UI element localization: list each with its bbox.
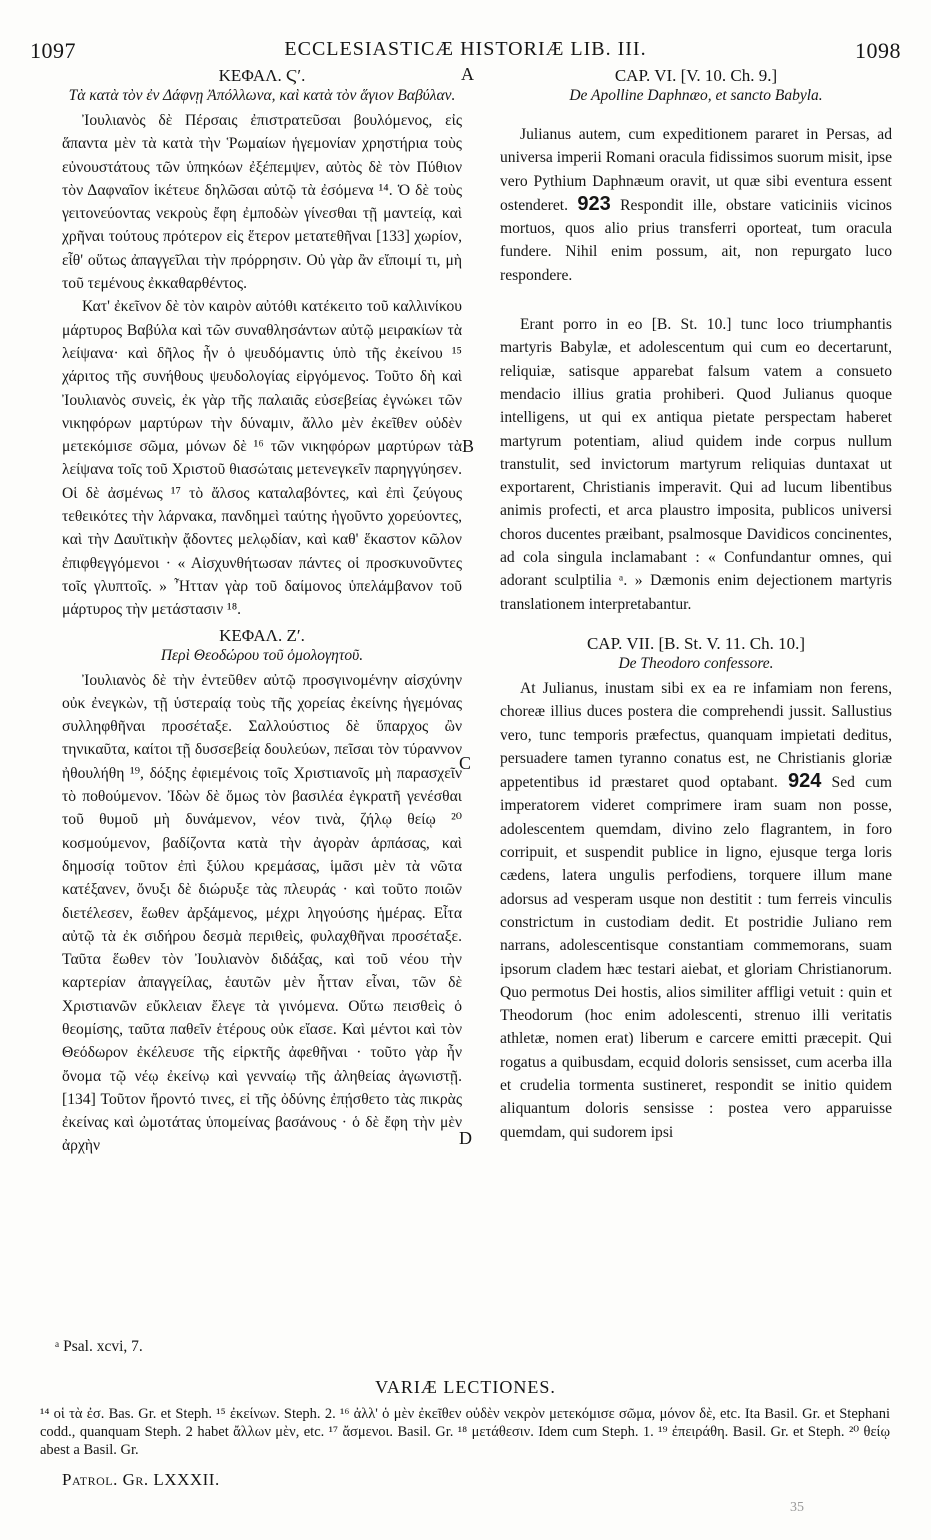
latin-paragraph-1-b: Respondit ille, obstare vaticiniis vicinos mortuos, quos alio prius transferri oporteat, tum oracula fundere. Nihil enim possum, ait, non repurgato luco respondere. <box>500 196 892 284</box>
variae-lectiones-text: ¹⁴ οἱ τὰ ἐσ. Bas. Gr. et Steph. ¹⁵ ἐκείνων. Steph. 2. ¹⁶ ἀλλ' ὁ μὲν ἐκεῖθεν οὐδὲν νεκρὸν μετεκόμισε σῶμα, μόνον δὲ, etc. Ita Basil. Gr. et Stephani codd., quanquam Steph. 2 habet ἄλλων μὲν, etc. ¹⁷ ἄσμενοι. Basil. Gr. ¹⁸ μετάθεσιν. Idem cum Steph. 1. ¹⁹ ἐπειράθη. Basil. Gr. et Steph. ²⁰ θείῳ abest a Basil. Gr. <box>40 1406 890 1458</box>
variae-lectiones-title: VARIÆ LECTIONES. <box>375 1377 556 1397</box>
latin-chapter-6-subtitle: De Apolline Daphnæo, et sancto Babyla. <box>569 87 823 104</box>
latin-paragraph-2: Erant porro in eo [B. St. 10.] tunc loco triumphantis martyris Babylæ, et adolescentum qui cum eo decertarunt, reliquiæ, satisque apparebat falsum vatem a consueto mendacio illius gratia prohiberi. Quod Julianus quoque intelligens, ut qui ex antiqua pietate perspectam haberet martyrum potentiam, aliud quidem inde corpus nullum transtulit, sed invictorum martyrum reliquias duntaxat ut exportarent, Christianis imperavit. Qui ad lucum libentibus animis profecti, et arca plaustro imposita, publicos universi choros ducentes præibant, psalmosque Davidicos concinentes, ad cola singula inclamabant : « Confundantur omnes, qui adorant sculptilia ᵃ. » Dæmonis enim dejectionem martyris translationem interpretabantur. <box>500 316 892 613</box>
greek-paragraph-1: Ἰουλιανὸς δὲ Πέρσαις ἐπιστρατεῦσαι βουλόμενος, εἰς ἅπαντα μὲν τὰ κατὰ τὴν Ῥωμαίων ἡγεμονίαν χρηστήρια τοὺς εὐνουστάτους τῶν ὑπηκόων ἐξέπεμψεν, αὐτὸς δὲ τὸν Πύθιον τὸν Δαφναῖον ἱκέτευε δηλῶσαι αὐτῷ τὰ ἐσόμενα ¹⁴. Ὁ δὲ τοὺς γειτονεύοντας νεκροὺς ἔφη ἐμποδὼν γίνεσθαι τῇ μαντείᾳ, καὶ χρῆναι τούτους πρότερον εἰς ἕτερον μετατεθῆναι [133] χωρίον, εἶθ' οὕτως ἀπαγγεῖλαι τὴν πρόρρησιν. Οὐ γὰρ ἂν εἴποιμί τι, μὴ τοῦ τεμένους ἐκκαθαρθέντος. <box>62 112 462 293</box>
greek-chapter-6-title: ΚΕΦΑΛ. Ϛʹ. <box>218 66 306 85</box>
page-number-right: 1098 <box>855 38 901 63</box>
running-title: ECCLESIASTICÆ HISTORIÆ LIB. III. <box>284 38 647 60</box>
greek-paragraph-2: Κατ' ἐκεῖνον δὲ τὸν καιρὸν αὐτόθι κατέκειτο τοῦ καλλινίκου μάρτυρος Βαβύλα καὶ τῶν συναθλησάντων αὐτῷ μειρακίων τὰ λείψανα· καὶ δῆλος ἦν ὁ ψευδόμαντις ὑπὸ τῆς ἐκείνου ¹⁵ χάριτος τῆς συνήθους ψευδολογίας εἰργόμενος. Τοῦτο δὴ καὶ Ἰουλιανὸς συνεὶς, ἐκ γὰρ τῆς παλαιᾶς εὐσεβείας ἐγνώκει τῶν νικηφόρων μαρτύρων τὴν δύναμιν, ἄλλο μὲν ἐκεῖθεν οὐδὲν μετεκόμισε σῶμα, μόνων δὲ ¹⁶ τῶν νικηφόρων μαρτύρων τὰ λείψανα τοῖς τοῦ Χριστοῦ θιασώταις μετενεγκεῖν παρηγγύησεν. Οἱ δὲ ἀσμένως ¹⁷ τὸ ἄλσος καταλαβόντες, καὶ ἐπὶ ζεύγους τεθεικότες τὴν λάρνακα, πανδημεὶ ταύτης ἡγοῦντο χορεύοντες, καὶ τὴν Δαυϊτικὴν ᾄδοντες μελῳδίαν, καὶ καθ' ἕκαστον κῶλον ἐπιφθεγγόμενοι · « Αἰσχυνθήτωσαν πάντες οἱ προσκυνοῦντες τοῖς γλυπτοῖς. » Ἦτταν γὰρ τοῦ δαίμονος ὑπελάμβανον τοῦ μάρτυρος τὴν μετάστασιν ¹⁸. <box>62 298 462 619</box>
page-number-left: 1097 <box>30 38 76 63</box>
margin-marker-c: C <box>459 753 472 773</box>
latin-column <box>500 66 892 1144</box>
latin-paragraph-3-a: At Julianus, inustam sibi ex ea re infamiam non ferens, choreæ illius duces postera die comprehendi jussit. Sallustius vero, tunc temporis præfectus, quanquam impietati deditus, persuadere tamen tyranno conatus est, ne Christianis gloriæ appetentibus id præstaret quod optabant. <box>500 679 892 792</box>
latin-chapter-7-subtitle: De Theodoro confessore. <box>618 654 774 672</box>
greek-chapter-7-title: ΚΕΦΑΛ. Ζʹ. <box>219 625 305 645</box>
column-number-923: 923 <box>577 192 611 215</box>
greek-column <box>62 66 462 1158</box>
patrol-footer: Patrol. Gr. LXXXII. <box>62 1470 220 1489</box>
latin-chapter-7-title: CAP. VII. [B. St. V. 11. Ch. 10.] <box>586 633 806 653</box>
latin-paragraph-3-b: Sed cum imperatorem videret comprimere iram suam non posse, adolescentem quemdam, divino zelo flagrantem, in foro corripuit, et suspendit publice in ligno, ejusque terga loris cædens, latera ungulis perfodiens, torquere illum mane adorsus ad vesperam usque non destitit : tum ferreis vinculis constrictum in custodiam dedit. Et postridie Juliano rem narrans, adolescentisque constantiam commemorans, suam ipsorum cladem hæc testari aiebat, et gloriam Christianorum. Quo permotus Dei hostis, alios similiter affligi vetuit : quin et Theodorum (hoc enim adolescenti, strenuo illi veritatis athletæ, nomen erat) liberum e carcere emitti præcepit. Qui rogatus a quibusdam, ecquid doloris sensisset, cum acerba illa et crudelia tormenta sustineret, respondit se initio quidem aliquantum doloris sensisse : postea vero apparuisse quemdam, qui sudorem ipsi <box>500 774 892 1141</box>
latin-paragraph-1-a: Julianus autem, cum expeditionem pararet in Persas, ad universa imperii Romani oracula fidissimos suorum misit, ipse vero Pythium Daphnæum oravit, ut quæ sibi eventura essent ostenderet. <box>500 126 892 214</box>
margin-marker-d: D <box>459 1128 472 1148</box>
greek-chapter-7-subtitle: Περὶ Θεοδώρου τοῦ ὁμολογητοῦ. <box>160 646 364 664</box>
sheet-number: 35 <box>790 1500 804 1515</box>
margin-marker-b: B <box>462 436 475 456</box>
latin-paragraph-1 <box>500 123 892 287</box>
footnote-psalm: ᵃ Psal. xcvi, 7. <box>55 1338 143 1355</box>
greek-paragraph-3: Ἰουλιανὸς δὲ τὴν ἐντεῦθεν αὐτῷ προσγινομένην αἰσχύνην οὐκ ἐνεγκὼν, τῇ ὑστεραίᾳ τοὺς τῆς χορείας ἐκείνης ἡγεμόνας συλληφθῆναι προσέταξε. Σαλλούστιος δὲ ὕπαρχος ὢν τηνικαῦτα, καίτοι τῇ δυσσεβείᾳ δουλεύων, πεῖσαι τὸν τύραννον ἠθουλήθη ¹⁹, δόξης ἐφιεμένοις τοῖς Χριστιανοῖς μὴ παρασχεῖν τὸ ποθούμενον. Ἰδὼν δὲ ὅμως τὸν βασιλέα ἐγκρατῆ γενέσθαι τοῦ θυμοῦ μὴ δυνάμενον, νέον τινὰ, ζήλῳ θείῳ ²⁰ κοσμούμενον, βαδίζοντα κατὰ τὴν ἀγορὰν ἁρπάσας, καὶ δημοσίᾳ τοῦτον ἐπὶ ξύλου κρεμάσας, ἱμᾶσι μὲν τὰ νῶτα κατέξανεν, ὄνυξι δὲ διώρυξε τὰς πλευράς · καὶ τοῦτο ποιῶν διετέλεσεν, ἕωθεν ἀρξάμενος, μέχρι ληγούσης ἡμέρας. Εἶτα αὐτῷ τὰ ἐκ σιδήρου δεσμὰ περιθεὶς, φυλαχθῆναι προσέταξε. Ταῦτα ἕωθεν τὸν Ἰουλιανὸν διδάξας, καὶ τοῦ νέου τὴν καρτερίαν ἀπαγγείλας, ἑαυτῶν μὲν ἧτταν εἶναι, τῶν δὲ Χριστιανῶν εὔκλειαν ἔλεγε τὰ γινόμενα. Οὕτω πεισθεὶς ὁ θεομίσης, ταῦτα παθεῖν ἑτέρους οὐκ εἴασε. Καὶ μέντοι καὶ τὸν Θεόδωρον ἐκέλευσε τῆς εἱρκτῆς ἀφεθῆναι · τοῦτο γὰρ ἦν ὄνομα τῷ νέῳ ἐκείνῳ καὶ γενναίῳ τῆς ἀληθείας ἀγωνιστῇ. [134] Τοῦτον ἤροντό τινες, εἰ τῆς ὀδύνης ἐπῄσθετο τὰς πικρὰς ἐκείνας καὶ ὠμοτάτας ὑπομείνας βασάνους · ὁ δὲ ἔφη τὴν μὲν ἀρχὴν <box>62 671 462 1155</box>
latin-chapter-6-title: CAP. VI. [V. 10. Ch. 9.] <box>614 66 778 85</box>
margin-marker-a: A <box>461 64 474 84</box>
greek-chapter-6-subtitle: Τὰ κατὰ τὸν ἐν Δάφνῃ Ἀπόλλωνα, καὶ κατὰ τὸν ἅγιον Βαβύλαν. <box>68 87 456 104</box>
latin-paragraph-3 <box>500 677 892 1144</box>
column-number-924: 924 <box>787 770 822 793</box>
